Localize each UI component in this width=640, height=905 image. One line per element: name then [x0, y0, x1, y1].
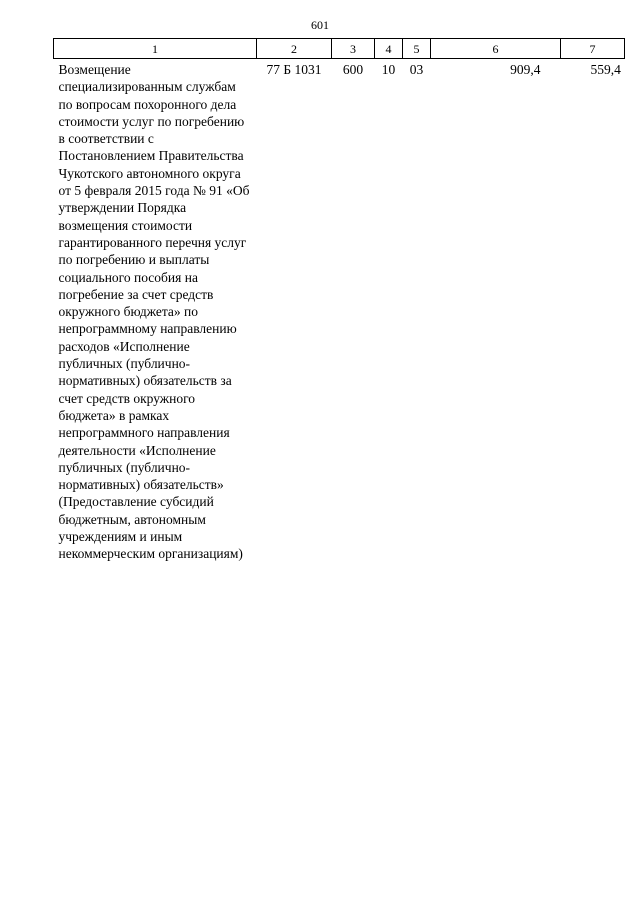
row-target-code: 77 Б 1031 — [266, 62, 322, 77]
table-row — [54, 59, 625, 563]
row-section: 10 — [381, 62, 396, 77]
row-description: Возмещение специализированным службам по вопросам похоронного дела стоимости услуг по погребению в соответствии с Постановлением Правительства Чукотского автономного округа от 5 февраля 2015 года № 91 «Об утверждении Порядка возмещения стоимости гарантированного перечня услуг по погребению и выплаты социального пособия на погребение за счет средств окружного бюджета» по непрограммному направлению расходов «Исполнение публичных (публично-нормативных) обязательств за счет средств окружного бюджета» в рамках непрограммного направления деятельности «Исполнение публичных (публично-нормативных) обязательств» (Предоставление субсидий бюджетным, автономным учреждениям и иным некоммерческим организациям) — [58, 62, 250, 562]
row-amount-1: 909,4 — [510, 62, 541, 77]
budget-table — [53, 38, 625, 563]
column-header-2: 2 — [257, 39, 332, 59]
column-header-6: 6 — [431, 39, 561, 59]
column-header-5: 5 — [403, 39, 431, 59]
row-expense-type: 600 — [342, 62, 364, 77]
column-header-7: 7 — [561, 39, 625, 59]
column-header-3: 3 — [332, 39, 375, 59]
page-number: 601 — [311, 18, 329, 32]
row-subsection: 03 — [409, 62, 424, 77]
column-header-4: 4 — [375, 39, 403, 59]
column-header-1: 1 — [54, 39, 257, 59]
table-header-row — [54, 39, 625, 59]
row-amount-2: 559,4 — [590, 62, 621, 77]
